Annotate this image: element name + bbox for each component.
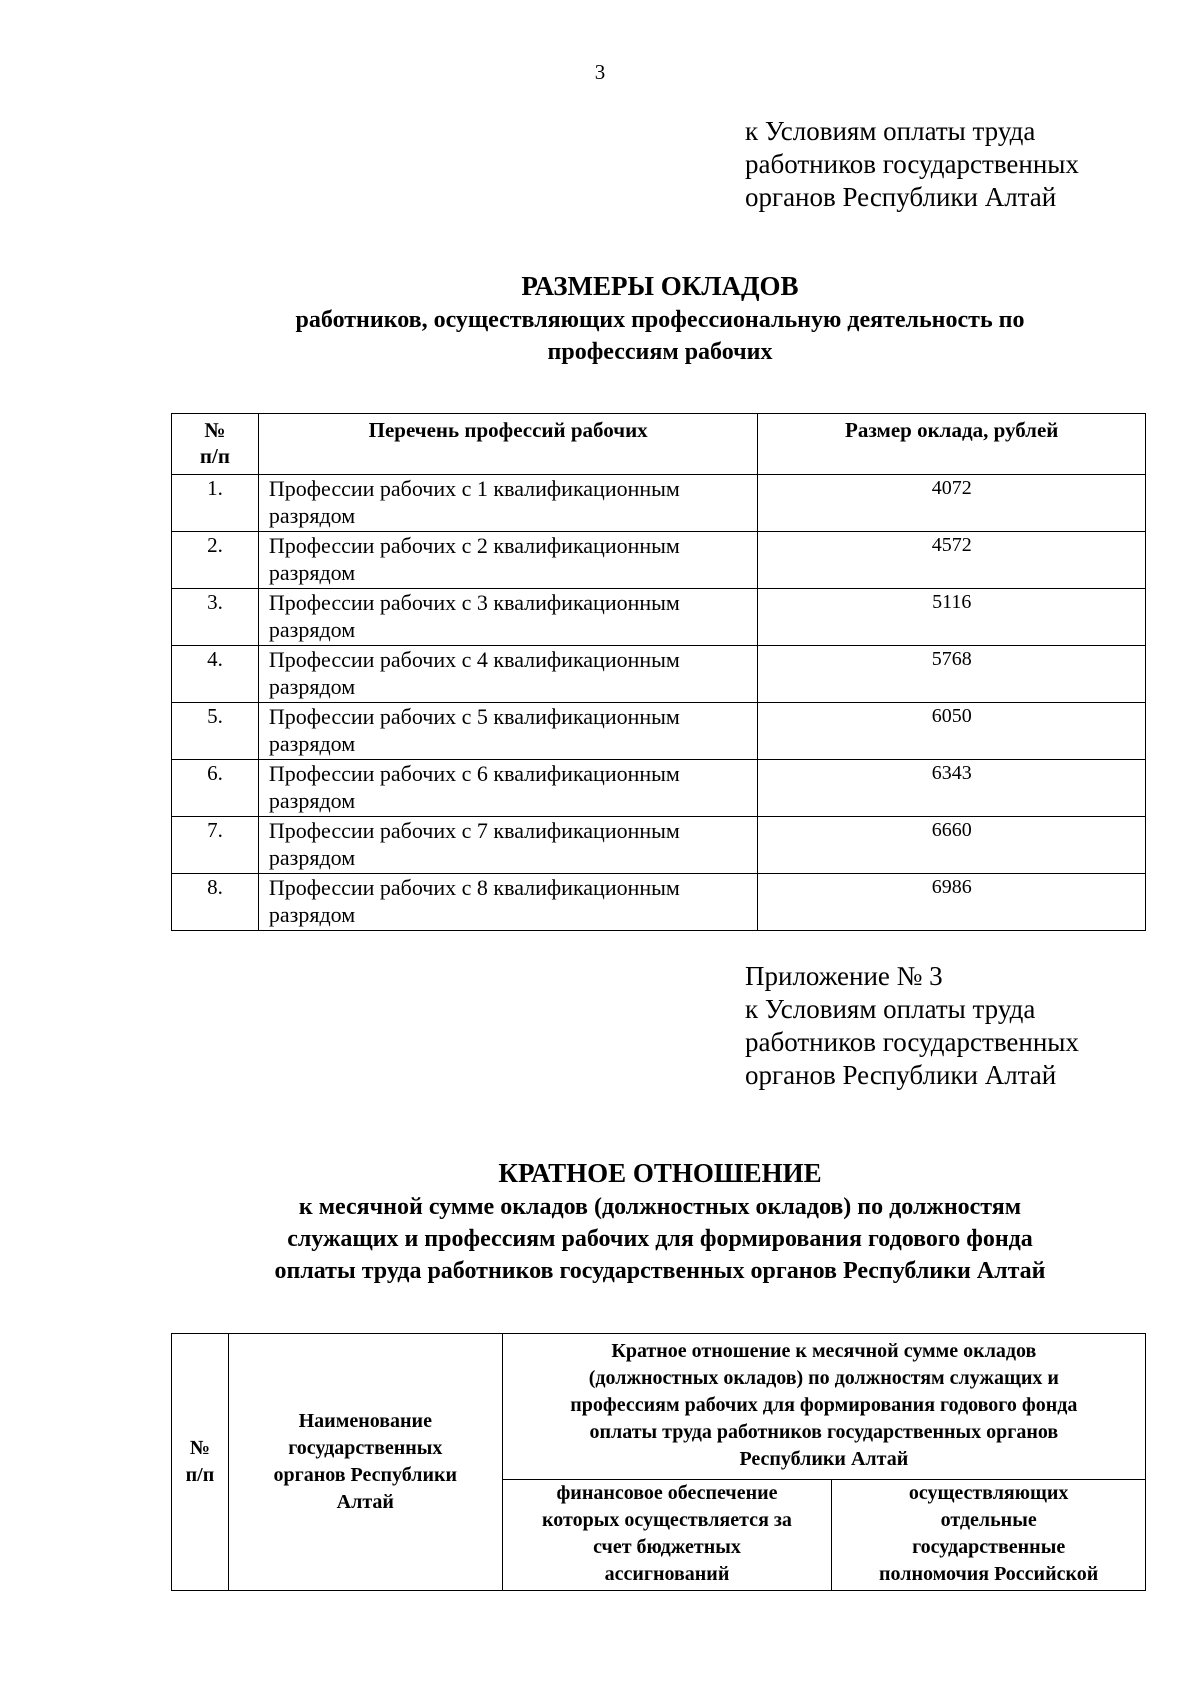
row-salary: 6343 <box>758 760 1146 817</box>
row-profession: Профессии рабочих с 3 квалификационным разрядом <box>258 589 758 646</box>
header-org-name: Наименование государственных органов Республики Алтай <box>228 1334 502 1591</box>
header-profession: Перечень профессий рабочих <box>258 414 758 475</box>
row-num: 8. <box>172 874 259 931</box>
section1-subtitle-line: работников, осуществляющих профессиональную деятельность по <box>295 307 1025 333</box>
page-number: 3 <box>594 60 606 84</box>
table-row <box>172 760 1146 817</box>
section1-subtitle-line: профессиям рабочих <box>547 339 773 365</box>
annex-line: работников государственных <box>745 149 1079 179</box>
row-profession: Профессии рабочих с 1 квалификационным разрядом <box>258 475 758 532</box>
annex3-header <box>745 960 1079 1092</box>
row-salary: 6050 <box>758 703 1146 760</box>
section2-heading <box>160 1155 1160 1287</box>
row-num: 2. <box>172 532 259 589</box>
row-num: 1. <box>172 475 259 532</box>
table-header-row <box>172 414 1146 475</box>
annex-header-top <box>745 115 1079 214</box>
annex-line: органов Республики Алтай <box>745 182 1057 212</box>
section2-title: КРАТНОЕ ОТНОШЕНИЕ <box>498 1158 822 1188</box>
row-num: 5. <box>172 703 259 760</box>
table-row <box>172 874 1146 931</box>
row-profession: Профессии рабочих с 7 квалификационным разрядом <box>258 817 758 874</box>
row-salary: 6660 <box>758 817 1146 874</box>
table-row <box>172 475 1146 532</box>
table-row <box>172 703 1146 760</box>
table-row <box>172 646 1146 703</box>
row-num: 7. <box>172 817 259 874</box>
section2-subtitle-line: к месячной сумме окладов (должностных окладов) по должностям <box>298 1194 1022 1220</box>
row-salary: 4572 <box>758 532 1146 589</box>
row-num: 4. <box>172 646 259 703</box>
row-salary: 5116 <box>758 589 1146 646</box>
header-ratio: Кратное отношение к месячной сумме окладов (должностных окладов) по должностям служащих и профессиям рабочих для формирования годового фонда оплаты труда работников государственных органов Республики Алтай <box>502 1334 1145 1480</box>
row-profession: Профессии рабочих с 6 квалификационным разрядом <box>258 760 758 817</box>
row-profession: Профессии рабочих с 8 квалификационным разрядом <box>258 874 758 931</box>
annex-line: работников государственных <box>745 1027 1079 1057</box>
row-profession: Профессии рабочих с 2 квалификационным разрядом <box>258 532 758 589</box>
row-salary: 5768 <box>758 646 1146 703</box>
salary-table <box>171 413 1146 931</box>
table-row <box>172 589 1146 646</box>
row-salary: 4072 <box>758 475 1146 532</box>
annex-line: к Условиям оплаты труда <box>745 994 1036 1024</box>
header-budget-funded: финансовое обеспечение которых осуществляется за счет бюджетных ассигнований <box>502 1480 832 1591</box>
row-profession: Профессии рабочих с 4 квалификационным разрядом <box>258 646 758 703</box>
header-num: № п/п <box>172 414 259 475</box>
row-salary: 6986 <box>758 874 1146 931</box>
row-profession: Профессии рабочих с 5 квалификационным разрядом <box>258 703 758 760</box>
section2-subtitle-line: служащих и профессиям рабочих для формирования годового фонда <box>287 1226 1033 1252</box>
annex-line: органов Республики Алтай <box>745 1060 1057 1090</box>
ratio-table <box>171 1333 1146 1591</box>
table-row <box>172 817 1146 874</box>
header-salary: Размер оклада, рублей <box>758 414 1146 475</box>
row-num: 3. <box>172 589 259 646</box>
section1-title: РАЗМЕРЫ ОКЛАДОВ <box>521 271 799 301</box>
table-header-row <box>172 1334 1146 1480</box>
header-num: № п/п <box>172 1334 229 1591</box>
row-num: 6. <box>172 760 259 817</box>
table-row <box>172 532 1146 589</box>
section1-heading <box>160 268 1160 368</box>
header-federal-powers: осуществляющих отдельные государственные полномочия Российской <box>832 1480 1146 1591</box>
section2-subtitle-line: оплаты труда работников государственных органов Республики Алтай <box>274 1258 1046 1284</box>
annex-line: Приложение № 3 <box>745 961 943 991</box>
annex-line: к Условиям оплаты труда <box>745 116 1036 146</box>
